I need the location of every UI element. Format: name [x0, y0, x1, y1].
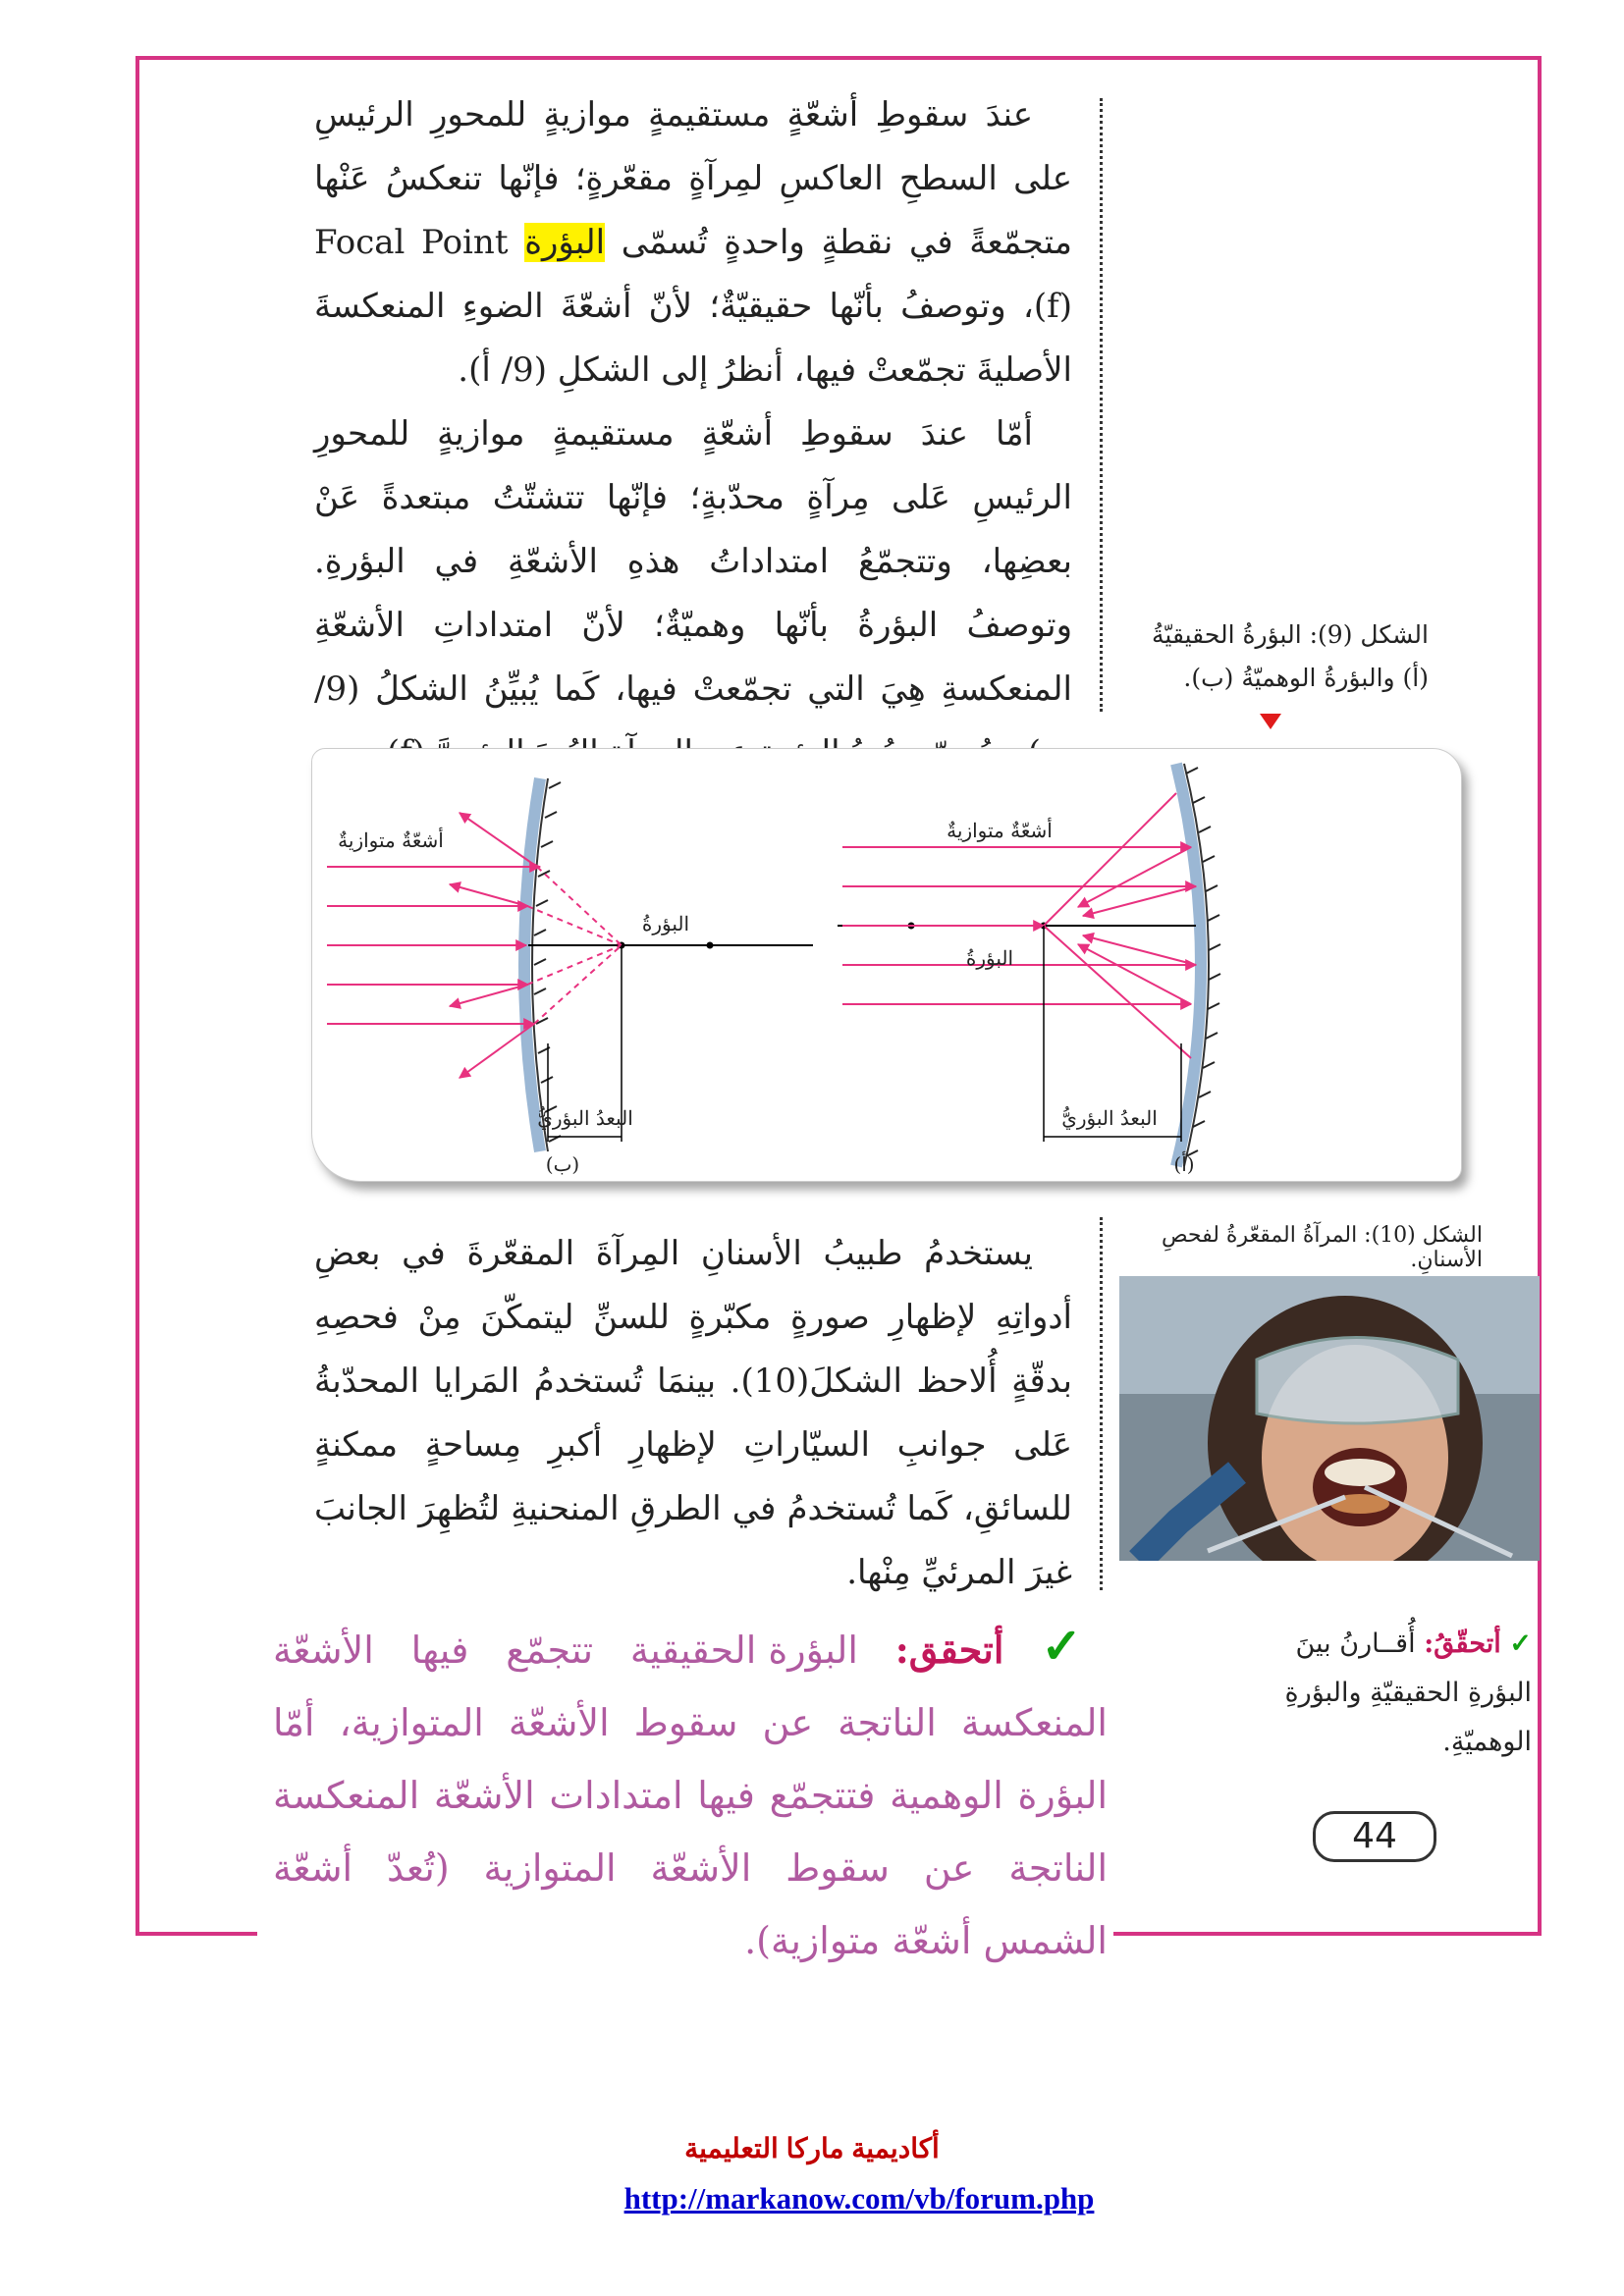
check-question-text: أُقــارنُ بينَ البؤرةِ الحقيقيّةِ والبؤرةِ الوهميّةِ.	[1284, 1629, 1532, 1757]
focus-label-right: البؤرةُ	[965, 946, 1014, 970]
footer-academy: أكاديمية ماركا التعليمية	[684, 2133, 940, 2163]
rays-label-right: أشعّةٌ متوازيةٌ	[947, 819, 1053, 842]
panel-label-a: (أ)	[1173, 1152, 1195, 1176]
paragraph-dentist-mirror: يستخدمُ طبيبُ الأسنانِ المِرآةَ المقعّرةَ في بعضِ أدواتِهِ لإظهارِ صورةٍ مكبّرةٍ للسنِّ ليتمكّنَ مِنْ فحصِهِ بدقّةٍ أُلاحظ الشكلَ(10). بينمَا تُستخدمُ المَرايا المحدّبةُ عَلى جوانبِ السيّاراتِ لإظهارِ أكبرِ مِساحةٍ ممكنةٍ للسائقِ، كَما تُستخدمُ في الطرقِ المنحنيةِ لتُظهِرَ الجانبَ غيرَ المرئيِّ مِنْها.	[314, 1234, 1073, 1592]
paragraph-convex-mirror: أمّا عندَ سقوطِ أشعّةٍ مستقيمةٍ موازيةٍ للمحورِ الرئيسِ عَلى مِرآةٍ محدّبةٍ؛ فإنّها تتشتّتُ مبتعدةً عَنْ بعضِها، وتتجمّعُ امتداداتُ هذهِ الأشعّةِ في البؤرةِ. وتوصفُ البؤرةُ بأنّها وهميّةٌ؛ لأنّ امتداداتِ الأشعّةِ المنعكسةِ هِيَ التي تجمّعتْ فيها، كَما يُبيِّنُ الشكلُ (9/	[314, 414, 1072, 709]
figure9-diagram	[311, 748, 1462, 1182]
divider	[1100, 1217, 1103, 1590]
rays-label-left: أشعّةٌ متوازيةٌ	[338, 828, 444, 852]
page-number: 44	[1313, 1811, 1436, 1862]
answer-label: أتحقق:	[894, 1628, 1004, 1672]
divider	[1100, 98, 1103, 712]
figure10-caption: الشكل (10): المرآةُ المقعّرةُ لفحصِ الأسنانِ.	[1161, 1223, 1483, 1272]
focus-label-left: البؤرةُ	[641, 912, 690, 935]
panel-label-b: (ب)	[545, 1152, 580, 1176]
distance-label-left: البعدُ البؤريُّ	[537, 1106, 633, 1130]
caption-pointer-icon	[1260, 714, 1281, 729]
check-question	[1276, 1620, 1532, 1767]
figure9-caption: الشكل (9): البؤرةُ الحقيقيّةُ (أ) والبؤرةُ الوهميّةُ (ب).	[1152, 620, 1429, 692]
check-label: أتحقّقُ:	[1424, 1629, 1501, 1659]
highlighted-term: البؤرة	[524, 223, 606, 262]
paragraph-concave-mirror: عندَ سقوطِ أشعّةٍ مستقيمةٍ موازيةٍ للمحورِ الرئيسِ على السطحِ العاكسِ لمِرآةٍ مقعّرةٍ؛ فإنّها تنعكسُ عَنْها متجمّعةً في نقطةٍ واحدةٍ تُسمّى البؤرة Focal Point (f)، وتوصفُ بأنّها حقيقيّةٌ؛ لأنّ أشعّةَ الضوءِ المنعكسةَ الأصليةَ تجمّعتْ فيها، أنظرُ إلى الشكلِ (9/ أ). أمّا عندَ سقوطِ أشعّةٍ مستقيمةٍ موازيةٍ للمحورِ الرئيسِ عَلى مِرآةٍ محدّبةٍ؛ فإنّها تتشتّتُ مبتعدةً عَنْ بعضِها، وتتجمّعُ امتداداتُ هذهِ الأشعّةِ في البؤرةِ. وتوصفُ البؤرةُ بأنّها وهميّةٌ؛ لأنّ امتداداتِ الأشعّةِ المنعكسةِ هِيَ التي تجمّعتْ فيها، كَما يُبيِّنُ الشكلُ (9/	[314, 83, 1072, 785]
footer-url-link[interactable]: http://markanow.com/vb/forum.php	[623, 2181, 1095, 2216]
checkmark-icon: ✓	[1041, 1617, 1108, 1675]
distance-label-right: البعدُ البؤريُّ	[1061, 1106, 1158, 1130]
dental-exam-photo	[1119, 1276, 1540, 1561]
check-answer	[273, 1610, 1108, 1977]
answer-text: البؤرة الحقيقية تتجمّع فيها الأشعّة المنعكسة الناتجة عن سقوط الأشعّة المتوازية، أمّا البؤرة الوهمية فتتجمّع فيها امتدادات الأشعّة المنعكسة الناتجة عن سقوط الأشعّة المتوازية (تُعدّ أشعّة الشمس أشعّة متوازية).	[273, 1629, 1108, 1962]
checkmark-icon: ✓	[1509, 1629, 1532, 1659]
